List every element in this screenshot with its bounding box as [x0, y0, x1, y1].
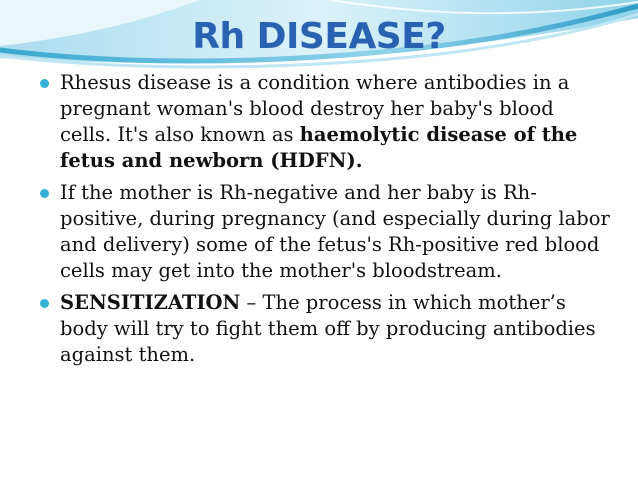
bullet-text: If the mother is Rh-negative and her baby is Rh-positive, during pregnancy (and especially during labor and delivery) some of the fetus's Rh-positive red blood cells may get into the mother's bloodstream.: [60, 181, 610, 282]
bullet-dot-icon: [40, 189, 49, 198]
bullet-dot-icon: [40, 79, 49, 88]
bullet-bold-text: haemolytic disease of the fetus and newborn (HDFN).: [60, 123, 578, 172]
bullet-bold-text: SENSITIZATION: [60, 291, 241, 314]
bullet-dot-icon: [40, 299, 49, 308]
bullet-list: [40, 70, 610, 374]
bullet-item: [40, 180, 610, 284]
bullet-item: [40, 70, 610, 174]
bullet-text: Rhesus disease is a condition where antibodies in a pregnant woman's blood destroy her baby's blood cells. It's also known as: [60, 71, 570, 146]
bullet-text-after: – The process in which mother’s body will try to fight them off by producing antibodies against them.: [60, 291, 596, 366]
slide-title: Rh DISEASE?: [192, 16, 446, 57]
bullet-item: [40, 290, 610, 368]
